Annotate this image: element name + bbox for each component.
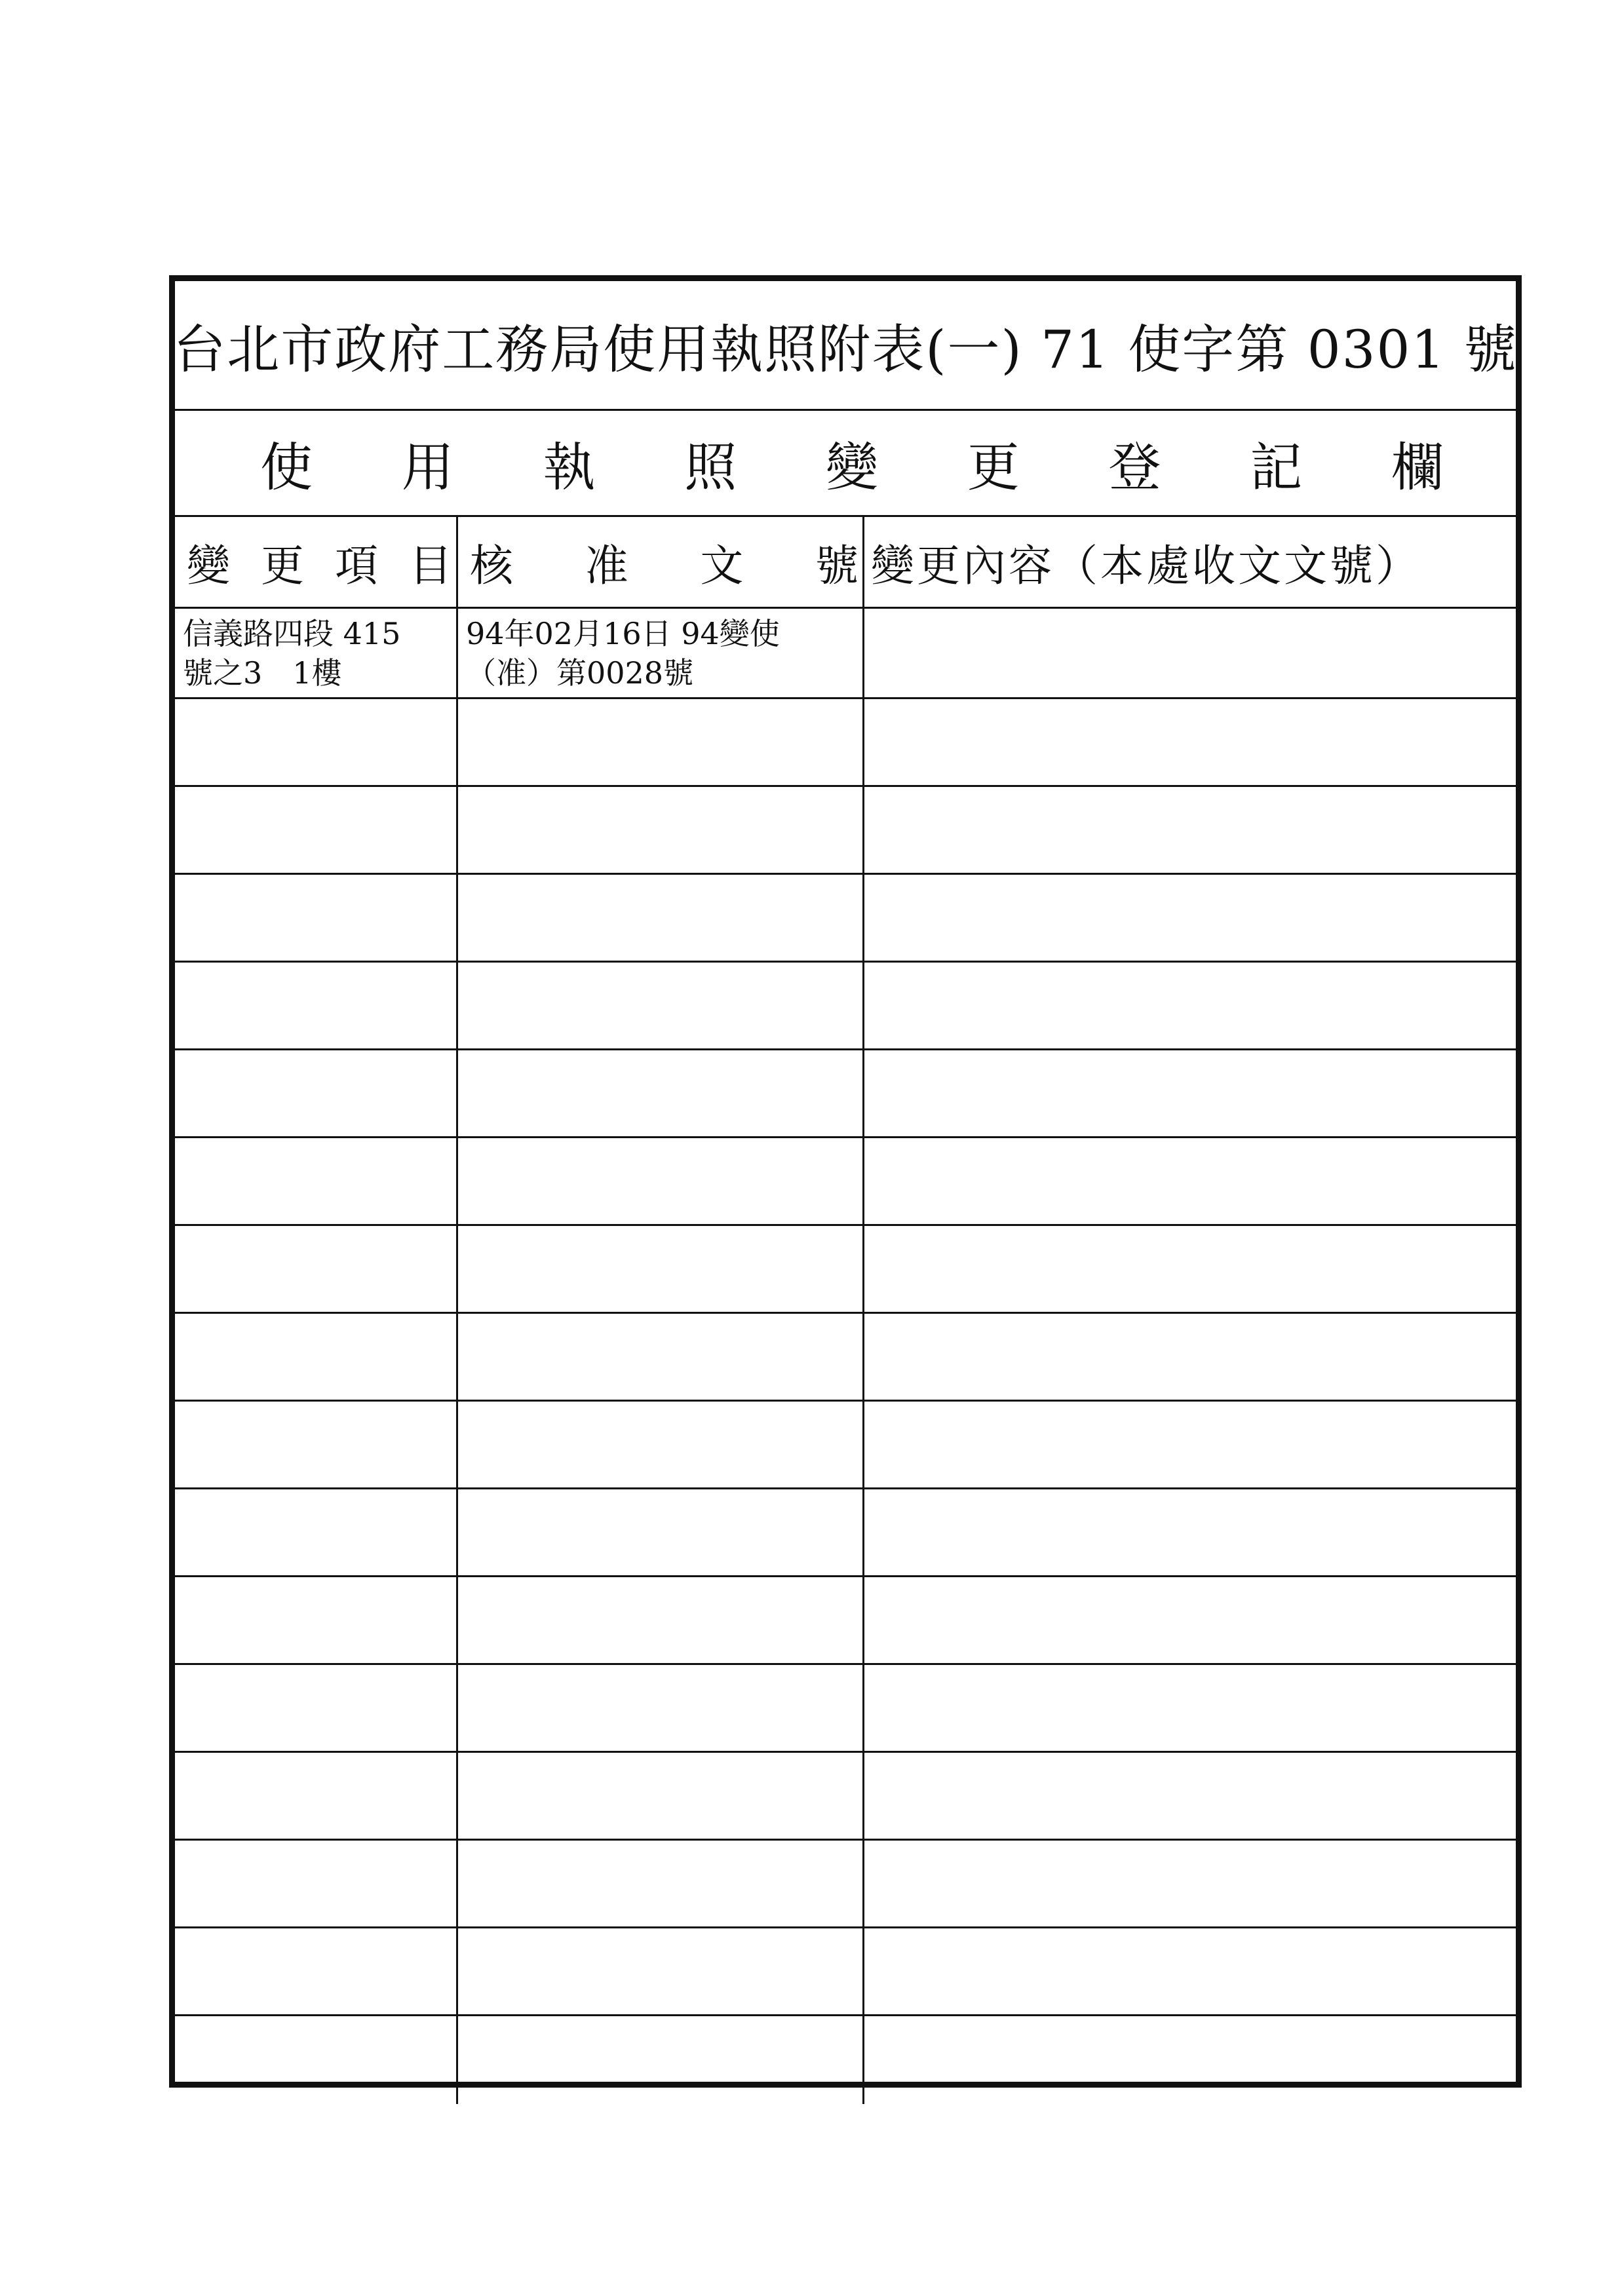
table-row: [175, 787, 1516, 875]
cell-change-item: [175, 1928, 458, 2014]
cell-change-content: [864, 1665, 1516, 1751]
cell-change-item: [175, 699, 458, 785]
cell-change-item: [175, 875, 458, 961]
cell-change-item: [175, 1577, 458, 1663]
cell-change-content: [864, 1402, 1516, 1487]
cell-change-content: [864, 2016, 1516, 2104]
table-row: [175, 609, 1516, 699]
cell-change-content: [864, 1138, 1516, 1224]
change-item-line: 號之3 1樓: [183, 655, 342, 691]
cell-approval-number: [458, 1577, 864, 1663]
license-attachment-form: [169, 275, 1522, 2088]
header-change-item: 變 更 項 目: [175, 517, 458, 607]
cell-approval-number: [458, 1050, 864, 1136]
cell-approval-number: [458, 1402, 864, 1487]
cell-approval-number: [458, 2016, 864, 2104]
header-approval-number: 核 准 文 號: [458, 517, 864, 607]
cell-change-item: [175, 1050, 458, 1136]
table-row: [175, 1577, 1516, 1665]
cell-approval-number: [458, 609, 864, 697]
table-row: [175, 699, 1516, 787]
cell-change-item: [175, 2016, 458, 2104]
cell-change-item: [175, 609, 458, 697]
table-row: [175, 1226, 1516, 1314]
change-register-table: [175, 517, 1516, 2104]
cell-approval-number: [458, 787, 864, 873]
table-row: [175, 1138, 1516, 1226]
cell-change-content: [864, 875, 1516, 961]
table-row: [175, 1753, 1516, 1841]
cell-change-content: [864, 1314, 1516, 1400]
form-subtitle: [175, 411, 1516, 517]
subtitle-char: 欄: [1391, 437, 1444, 498]
cell-change-item: [175, 963, 458, 1048]
cell-change-content: [864, 1841, 1516, 1926]
subtitle-char: 記: [1250, 437, 1303, 498]
subtitle-char: 變: [826, 437, 878, 498]
cell-approval-number: [458, 875, 864, 961]
cell-change-content: [864, 1226, 1516, 1312]
cell-approval-number: [458, 1665, 864, 1751]
cell-change-content: [864, 609, 1516, 697]
cell-change-item: [175, 1314, 458, 1400]
table-row: [175, 1489, 1516, 1577]
cell-change-content: [864, 963, 1516, 1048]
cell-approval-number: [458, 963, 864, 1048]
subtitle-char: 登: [1108, 437, 1161, 498]
cell-change-content: [864, 787, 1516, 873]
table-row: [175, 1928, 1516, 2016]
cell-approval-number: [458, 1841, 864, 1926]
cell-change-item: [175, 1402, 458, 1487]
subtitle-char: 使: [260, 437, 313, 498]
table-header-row: [175, 517, 1516, 609]
cell-change-content: [864, 1577, 1516, 1663]
subtitle-char: 照: [684, 437, 737, 498]
cell-change-item: [175, 1841, 458, 1926]
table-row: [175, 2016, 1516, 2104]
cell-change-content: [864, 1489, 1516, 1575]
table-row: [175, 875, 1516, 963]
cell-change-content: [864, 1050, 1516, 1136]
cell-change-item: [175, 1753, 458, 1839]
table-row: [175, 1841, 1516, 1928]
approval-number-line: 94年02月16日 94變使: [466, 616, 780, 651]
cell-approval-number: [458, 1489, 864, 1575]
cell-change-content: [864, 1753, 1516, 1839]
table-row: [175, 963, 1516, 1050]
cell-change-item: [175, 1226, 458, 1312]
cell-change-content: [864, 1928, 1516, 2014]
subtitle-char: 用: [401, 437, 454, 498]
cell-approval-number: [458, 1314, 864, 1400]
cell-change-content: [864, 699, 1516, 785]
table-row: [175, 1050, 1516, 1138]
cell-approval-number: [458, 1928, 864, 2014]
cell-approval-number: [458, 699, 864, 785]
cell-approval-number: [458, 1753, 864, 1839]
table-row: [175, 1402, 1516, 1489]
form-title: 台北市政府工務局使用執照附表(一) 71 使字第 0301 號: [175, 281, 1516, 411]
cell-approval-number: [458, 1138, 864, 1224]
cell-approval-number: [458, 1226, 864, 1312]
cell-change-item: [175, 787, 458, 873]
subtitle-char: 更: [967, 437, 1020, 498]
table-row: [175, 1314, 1516, 1402]
approval-number-line: （准）第0028號: [466, 655, 694, 691]
change-item-line: 信義路四段 415: [183, 616, 401, 651]
subtitle-char: 執: [543, 437, 596, 498]
cell-change-item: [175, 1138, 458, 1224]
header-change-content: 變更內容（本處收文文號）: [871, 541, 1421, 591]
cell-change-item: [175, 1489, 458, 1575]
cell-change-item: [175, 1665, 458, 1751]
table-row: [175, 1665, 1516, 1753]
